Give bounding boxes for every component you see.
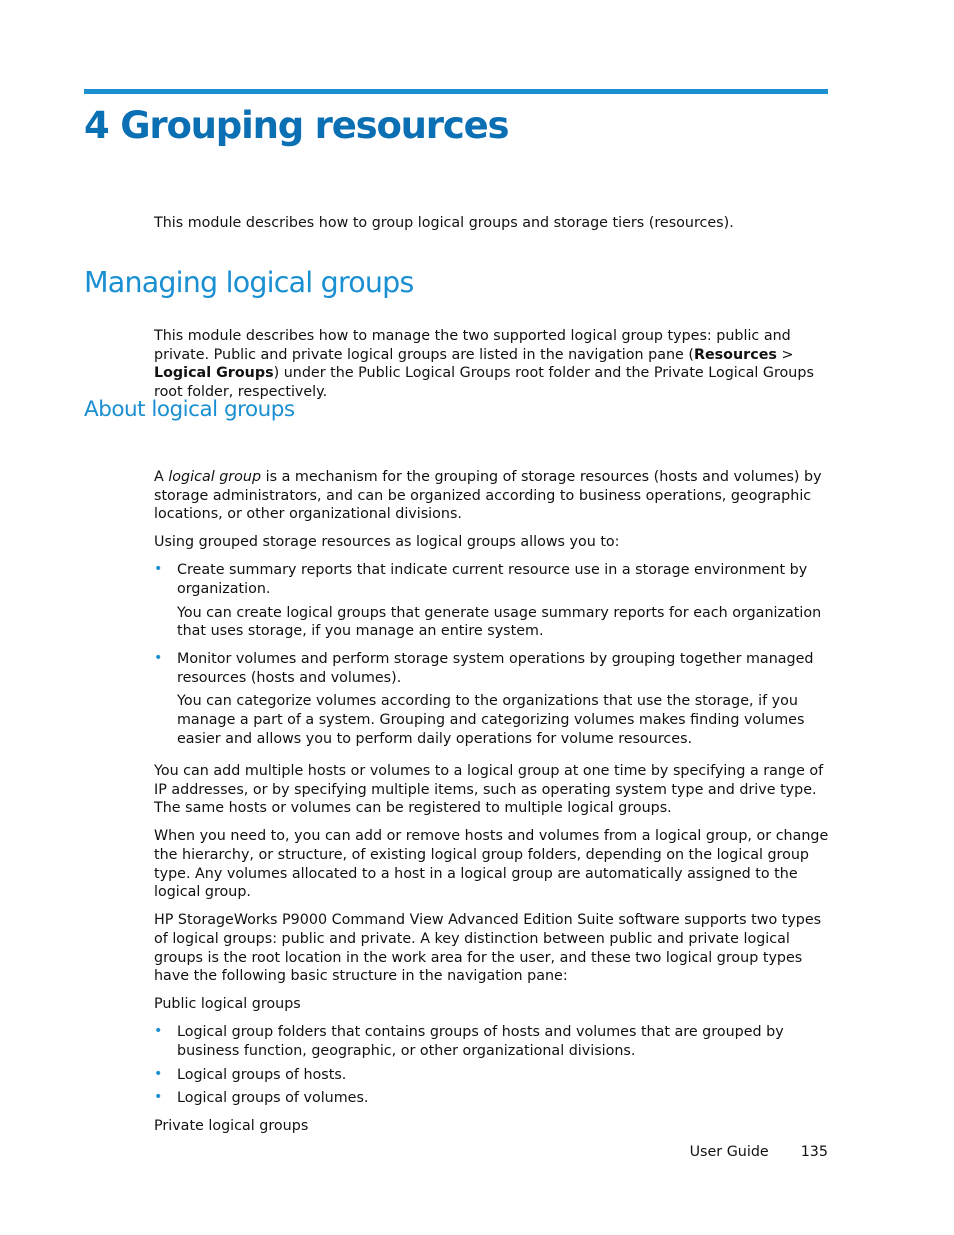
body-content: [154, 214, 830, 1145]
private-groups-label: Private logical groups: [154, 1118, 309, 1135]
about-paragraph-4: When you need to, you can add or remove hosts and volumes from a logical group, or change the hierarchy, or structure, of existing logical group folders, depending on the logical group type. Any volumes allocated to a host in a logical group are automatically assigned to the logical group.: [154, 828, 829, 901]
text-span: is a mechanism for the grouping of storage resources (hosts and volumes) by storage administrators, and can be organized according to business operations, geographic locations, or other organizational divisions.: [154, 468, 822, 523]
intro-paragraph: This module describes how to group logical groups and storage tiers (resources).: [154, 215, 734, 231]
managing-paragraph: [154, 327, 830, 401]
menu-resources: Resources: [693, 346, 777, 363]
page-footer: [0, 1144, 828, 1160]
text-span: >: [776, 346, 794, 363]
about-paragraph-1: [154, 468, 830, 524]
bullet-text: Monitor volumes and perform storage system operations by grouping together managed resources (hosts and volumes).: [177, 651, 814, 686]
chapter-rule: [84, 89, 828, 94]
list-item: [154, 650, 830, 748]
section-heading-managing: Managing logical groups: [84, 266, 414, 299]
menu-logical-groups: Logical Groups: [154, 365, 274, 382]
text-span: This module describes how to manage the two supported logical group types: public and private. Public and private logical groups are listed in the navigation pane (: [154, 328, 791, 363]
section-heading-about: About logical groups: [84, 397, 295, 422]
bullet-icon: •: [154, 1023, 163, 1040]
bullet-icon: •: [154, 561, 163, 578]
bullet-text: Logical groups of hosts.: [177, 1066, 347, 1083]
term-logical-group: logical group: [168, 468, 262, 485]
text-span: ) under the Public Logical Groups root folder and the Private Logical Groups root folder, respectively.: [154, 365, 814, 400]
bullet-text: Logical groups of volumes.: [177, 1090, 369, 1107]
list-item: [154, 1023, 830, 1060]
about-paragraph-5: HP StorageWorks P9000 Command View Advanced Edition Suite software supports two types of logical groups: public and private. A key distinction between public and private logical groups is the root location in the work area for the user, and these two logical group types have the following basic structure in the navigation pane:: [154, 912, 822, 985]
bullet-icon: •: [154, 1065, 163, 1082]
text-span: A: [154, 468, 169, 485]
public-groups-label: Public logical groups: [154, 996, 301, 1013]
bullet-icon: •: [154, 1089, 163, 1106]
page-number: 135: [800, 1144, 828, 1160]
bullet-icon: •: [154, 650, 163, 667]
bullet-subtext: You can create logical groups that generate usage summary reports for each organization that uses storage, if you manage an entire system.: [177, 604, 822, 640]
list-item: [154, 561, 830, 640]
about-paragraph-3: You can add multiple hosts or volumes to a logical group at one time by specifying a range of IP addresses, or by specifying multiple items, such as operating system type and drive type. The same hosts or volumes can be registered to multiple logical groups.: [154, 763, 824, 817]
about-paragraph-2: Using grouped storage resources as logical groups allows you to:: [154, 534, 620, 551]
list-item: [154, 1066, 830, 1085]
spacer: [154, 242, 830, 327]
list-item: [154, 1089, 830, 1108]
bullet-text: Logical group folders that contains groups of hosts and volumes that are grouped by business function, geographic, or other organizational divisions.: [177, 1024, 784, 1059]
chapter-title: 4 Grouping resources: [84, 104, 509, 147]
spacer: [154, 411, 830, 468]
bullet-subtext: You can categorize volumes according to the organizations that use the storage, if you manage a part of a system. Grouping and categorizing volumes makes finding volumes easier and allows you to perform daily operations for volume resources.: [177, 693, 805, 747]
bullet-text: Create summary reports that indicate current resource use in a storage environment by organization.: [177, 562, 808, 597]
footer-label: User Guide: [689, 1144, 769, 1160]
